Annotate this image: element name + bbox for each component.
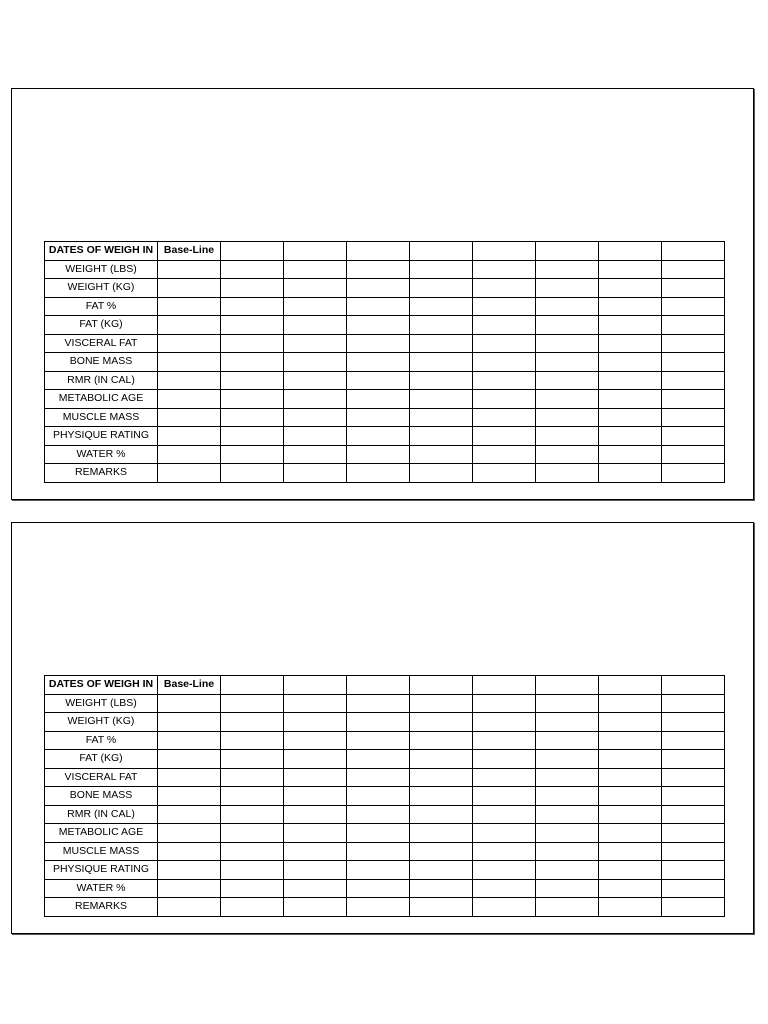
- entry-cell[interactable]: [473, 861, 536, 880]
- entry-cell[interactable]: [410, 694, 473, 713]
- entry-cell[interactable]: [536, 694, 599, 713]
- entry-cell[interactable]: [536, 731, 599, 750]
- table-row: [45, 427, 725, 446]
- entry-cell[interactable]: [284, 861, 347, 880]
- entry-cell[interactable]: [599, 464, 662, 483]
- entry-cell[interactable]: [473, 371, 536, 390]
- table-row: [45, 464, 725, 483]
- row-label-remarks: REMARKS: [45, 464, 158, 483]
- entry-cell[interactable]: [662, 731, 725, 750]
- entry-cell[interactable]: [410, 805, 473, 824]
- entry-cell[interactable]: [410, 260, 473, 279]
- entry-cell[interactable]: [284, 464, 347, 483]
- entry-cell[interactable]: [284, 334, 347, 353]
- table-row: [45, 371, 725, 390]
- entry-cell[interactable]: [158, 408, 221, 427]
- entry-cell[interactable]: [599, 297, 662, 316]
- weigh-in-card-1: [11, 88, 754, 500]
- row-label-weight-lbs: WEIGHT (LBS): [45, 694, 158, 713]
- entry-cell[interactable]: [158, 713, 221, 732]
- table-row: [45, 260, 725, 279]
- entry-cell[interactable]: [347, 334, 410, 353]
- baseline-label: Base-Line: [158, 676, 221, 695]
- weigh-in-table: [44, 675, 725, 917]
- entry-cell[interactable]: [473, 279, 536, 298]
- entry-cell[interactable]: [473, 445, 536, 464]
- date-cell[interactable]: [536, 676, 599, 695]
- entry-cell[interactable]: [410, 787, 473, 806]
- entry-cell[interactable]: [599, 408, 662, 427]
- entry-cell[interactable]: [536, 445, 599, 464]
- entry-cell[interactable]: [536, 842, 599, 861]
- entry-cell[interactable]: [284, 408, 347, 427]
- entry-cell[interactable]: [158, 390, 221, 409]
- row-label-rmr-in-cal: RMR (IN CAL): [45, 371, 158, 390]
- entry-cell[interactable]: [347, 713, 410, 732]
- entry-cell[interactable]: [410, 408, 473, 427]
- entry-cell[interactable]: [536, 427, 599, 446]
- entry-cell[interactable]: [599, 750, 662, 769]
- entry-cell[interactable]: [599, 824, 662, 843]
- date-cell[interactable]: [662, 676, 725, 695]
- entry-cell[interactable]: [599, 279, 662, 298]
- entry-cell[interactable]: [410, 713, 473, 732]
- entry-cell[interactable]: [599, 334, 662, 353]
- entry-cell[interactable]: [347, 371, 410, 390]
- entry-cell[interactable]: [662, 713, 725, 732]
- entry-cell[interactable]: [221, 824, 284, 843]
- entry-cell[interactable]: [536, 390, 599, 409]
- entry-cell[interactable]: [347, 731, 410, 750]
- date-cell[interactable]: [347, 242, 410, 261]
- entry-cell[interactable]: [662, 297, 725, 316]
- header-row: [45, 676, 725, 695]
- entry-cell[interactable]: [473, 297, 536, 316]
- entry-cell[interactable]: [221, 408, 284, 427]
- entry-cell[interactable]: [473, 390, 536, 409]
- entry-cell[interactable]: [347, 408, 410, 427]
- entry-cell[interactable]: [221, 353, 284, 372]
- entry-cell[interactable]: [536, 879, 599, 898]
- entry-cell[interactable]: [347, 824, 410, 843]
- date-cell[interactable]: [410, 242, 473, 261]
- entry-cell[interactable]: [662, 805, 725, 824]
- entry-cell[interactable]: [662, 879, 725, 898]
- row-label-visceral-fat: VISCERAL FAT: [45, 334, 158, 353]
- entry-cell[interactable]: [284, 297, 347, 316]
- table-row: [45, 824, 725, 843]
- row-label-muscle-mass: MUSCLE MASS: [45, 842, 158, 861]
- row-label-fat-kg: FAT (KG): [45, 316, 158, 335]
- entry-cell[interactable]: [473, 842, 536, 861]
- table-row: [45, 279, 725, 298]
- entry-cell[interactable]: [410, 390, 473, 409]
- entry-cell[interactable]: [536, 316, 599, 335]
- entry-cell[interactable]: [221, 371, 284, 390]
- row-label-fat: FAT %: [45, 297, 158, 316]
- entry-cell[interactable]: [284, 898, 347, 917]
- entry-cell[interactable]: [347, 464, 410, 483]
- entry-cell[interactable]: [536, 861, 599, 880]
- entry-cell[interactable]: [221, 898, 284, 917]
- entry-cell[interactable]: [536, 898, 599, 917]
- entry-cell[interactable]: [410, 731, 473, 750]
- row-label-bone-mass: BONE MASS: [45, 353, 158, 372]
- entry-cell[interactable]: [158, 898, 221, 917]
- entry-cell[interactable]: [410, 316, 473, 335]
- entry-cell[interactable]: [221, 861, 284, 880]
- entry-cell[interactable]: [158, 731, 221, 750]
- entry-cell[interactable]: [284, 731, 347, 750]
- entry-cell[interactable]: [284, 694, 347, 713]
- entry-cell[interactable]: [221, 842, 284, 861]
- entry-cell[interactable]: [536, 750, 599, 769]
- entry-cell[interactable]: [599, 260, 662, 279]
- entry-cell[interactable]: [662, 390, 725, 409]
- entry-cell[interactable]: [599, 731, 662, 750]
- entry-cell[interactable]: [158, 824, 221, 843]
- entry-cell[interactable]: [473, 464, 536, 483]
- entry-cell[interactable]: [473, 898, 536, 917]
- table-row: [45, 879, 725, 898]
- row-label-physique-rating: PHYSIQUE RATING: [45, 861, 158, 880]
- header-row: [45, 242, 725, 261]
- entry-cell[interactable]: [473, 408, 536, 427]
- row-label-physique-rating: PHYSIQUE RATING: [45, 427, 158, 446]
- entry-cell[interactable]: [221, 768, 284, 787]
- entry-cell[interactable]: [347, 427, 410, 446]
- entry-cell[interactable]: [410, 861, 473, 880]
- entry-cell[interactable]: [347, 787, 410, 806]
- date-cell[interactable]: [536, 242, 599, 261]
- entry-cell[interactable]: [284, 768, 347, 787]
- entry-cell[interactable]: [473, 731, 536, 750]
- entry-cell[interactable]: [221, 464, 284, 483]
- entry-cell[interactable]: [410, 334, 473, 353]
- entry-cell[interactable]: [158, 787, 221, 806]
- entry-cell[interactable]: [473, 334, 536, 353]
- entry-cell[interactable]: [284, 279, 347, 298]
- entry-cell[interactable]: [284, 260, 347, 279]
- entry-cell[interactable]: [221, 390, 284, 409]
- entry-cell[interactable]: [158, 842, 221, 861]
- entry-cell[interactable]: [536, 279, 599, 298]
- table-row: [45, 805, 725, 824]
- table-row: [45, 408, 725, 427]
- entry-cell[interactable]: [284, 353, 347, 372]
- row-label-muscle-mass: MUSCLE MASS: [45, 408, 158, 427]
- entry-cell[interactable]: [221, 787, 284, 806]
- entry-cell[interactable]: [410, 898, 473, 917]
- entry-cell[interactable]: [536, 805, 599, 824]
- row-label-rmr-in-cal: RMR (IN CAL): [45, 805, 158, 824]
- entry-cell[interactable]: [410, 353, 473, 372]
- entry-cell[interactable]: [347, 445, 410, 464]
- entry-cell[interactable]: [662, 464, 725, 483]
- entry-cell[interactable]: [599, 390, 662, 409]
- entry-cell[interactable]: [662, 334, 725, 353]
- date-cell[interactable]: [347, 676, 410, 695]
- table-row: [45, 713, 725, 732]
- row-label-visceral-fat: VISCERAL FAT: [45, 768, 158, 787]
- entry-cell[interactable]: [158, 464, 221, 483]
- row-label-weight-kg: WEIGHT (KG): [45, 279, 158, 298]
- entry-cell[interactable]: [599, 427, 662, 446]
- table-row: [45, 390, 725, 409]
- entry-cell[interactable]: [473, 768, 536, 787]
- entry-cell[interactable]: [158, 260, 221, 279]
- entry-cell[interactable]: [284, 427, 347, 446]
- row-label-water: WATER %: [45, 879, 158, 898]
- entry-cell[interactable]: [662, 445, 725, 464]
- entry-cell[interactable]: [158, 445, 221, 464]
- entry-cell[interactable]: [410, 768, 473, 787]
- entry-cell[interactable]: [347, 390, 410, 409]
- entry-cell[interactable]: [473, 260, 536, 279]
- entry-cell[interactable]: [347, 260, 410, 279]
- entry-cell[interactable]: [536, 408, 599, 427]
- entry-cell[interactable]: [662, 750, 725, 769]
- entry-cell[interactable]: [158, 750, 221, 769]
- entry-cell[interactable]: [662, 768, 725, 787]
- entry-cell[interactable]: [599, 371, 662, 390]
- dates-of-weigh-in-label: DATES OF WEIGH IN: [45, 676, 158, 695]
- entry-cell[interactable]: [158, 694, 221, 713]
- entry-cell[interactable]: [284, 445, 347, 464]
- entry-cell[interactable]: [221, 805, 284, 824]
- entry-cell[interactable]: [347, 898, 410, 917]
- entry-cell[interactable]: [284, 787, 347, 806]
- entry-cell[interactable]: [473, 713, 536, 732]
- table-row: [45, 787, 725, 806]
- entry-cell[interactable]: [599, 694, 662, 713]
- entry-cell[interactable]: [473, 750, 536, 769]
- entry-cell[interactable]: [347, 768, 410, 787]
- entry-cell[interactable]: [599, 805, 662, 824]
- entry-cell[interactable]: [158, 861, 221, 880]
- entry-cell[interactable]: [410, 824, 473, 843]
- entry-cell[interactable]: [158, 297, 221, 316]
- row-label-metabolic-age: METABOLIC AGE: [45, 824, 158, 843]
- date-cell[interactable]: [599, 676, 662, 695]
- table-row: [45, 334, 725, 353]
- dates-of-weigh-in-label: DATES OF WEIGH IN: [45, 242, 158, 261]
- entry-cell[interactable]: [473, 805, 536, 824]
- entry-cell[interactable]: [347, 353, 410, 372]
- entry-cell[interactable]: [158, 768, 221, 787]
- entry-cell[interactable]: [221, 316, 284, 335]
- date-cell[interactable]: [473, 676, 536, 695]
- entry-cell[interactable]: [347, 316, 410, 335]
- table-row: [45, 353, 725, 372]
- entry-cell[interactable]: [347, 694, 410, 713]
- entry-cell[interactable]: [662, 787, 725, 806]
- entry-cell[interactable]: [221, 713, 284, 732]
- entry-cell[interactable]: [158, 805, 221, 824]
- date-cell[interactable]: [473, 242, 536, 261]
- table-row: [45, 842, 725, 861]
- entry-cell[interactable]: [284, 390, 347, 409]
- entry-cell[interactable]: [599, 713, 662, 732]
- entry-cell[interactable]: [284, 371, 347, 390]
- entry-cell[interactable]: [599, 842, 662, 861]
- entry-cell[interactable]: [536, 260, 599, 279]
- weigh-in-card-2: [11, 522, 754, 934]
- entry-cell[interactable]: [536, 297, 599, 316]
- entry-cell[interactable]: [347, 297, 410, 316]
- date-cell[interactable]: [662, 242, 725, 261]
- row-label-fat-kg: FAT (KG): [45, 750, 158, 769]
- entry-cell[interactable]: [347, 279, 410, 298]
- entry-cell[interactable]: [158, 371, 221, 390]
- entry-cell[interactable]: [473, 694, 536, 713]
- date-cell[interactable]: [284, 676, 347, 695]
- entry-cell[interactable]: [662, 694, 725, 713]
- entry-cell[interactable]: [410, 279, 473, 298]
- entry-cell[interactable]: [158, 334, 221, 353]
- entry-cell[interactable]: [599, 768, 662, 787]
- row-label-fat: FAT %: [45, 731, 158, 750]
- entry-cell[interactable]: [410, 427, 473, 446]
- entry-cell[interactable]: [410, 297, 473, 316]
- table-row: [45, 694, 725, 713]
- entry-cell[interactable]: [662, 408, 725, 427]
- entry-cell[interactable]: [410, 464, 473, 483]
- entry-cell[interactable]: [221, 445, 284, 464]
- date-cell[interactable]: [221, 676, 284, 695]
- entry-cell[interactable]: [347, 861, 410, 880]
- entry-cell[interactable]: [347, 750, 410, 769]
- entry-cell[interactable]: [221, 750, 284, 769]
- entry-cell[interactable]: [221, 297, 284, 316]
- entry-cell[interactable]: [221, 427, 284, 446]
- entry-cell[interactable]: [536, 353, 599, 372]
- entry-cell[interactable]: [662, 898, 725, 917]
- table-row: [45, 297, 725, 316]
- entry-cell[interactable]: [662, 260, 725, 279]
- entry-cell[interactable]: [410, 445, 473, 464]
- entry-cell[interactable]: [536, 464, 599, 483]
- row-label-metabolic-age: METABOLIC AGE: [45, 390, 158, 409]
- row-label-bone-mass: BONE MASS: [45, 787, 158, 806]
- entry-cell[interactable]: [599, 861, 662, 880]
- entry-cell[interactable]: [662, 842, 725, 861]
- entry-cell[interactable]: [284, 879, 347, 898]
- entry-cell[interactable]: [536, 787, 599, 806]
- row-label-weight-lbs: WEIGHT (LBS): [45, 260, 158, 279]
- table-row: [45, 316, 725, 335]
- entry-cell[interactable]: [536, 713, 599, 732]
- entry-cell[interactable]: [662, 371, 725, 390]
- entry-cell[interactable]: [473, 787, 536, 806]
- row-label-weight-kg: WEIGHT (KG): [45, 713, 158, 732]
- entry-cell[interactable]: [284, 316, 347, 335]
- entry-cell[interactable]: [662, 316, 725, 335]
- entry-cell[interactable]: [599, 445, 662, 464]
- entry-cell[interactable]: [599, 879, 662, 898]
- table-row: [45, 750, 725, 769]
- entry-cell[interactable]: [410, 750, 473, 769]
- entry-cell[interactable]: [599, 787, 662, 806]
- entry-cell[interactable]: [599, 353, 662, 372]
- entry-cell[interactable]: [410, 879, 473, 898]
- entry-cell[interactable]: [599, 316, 662, 335]
- entry-cell[interactable]: [221, 731, 284, 750]
- entry-cell[interactable]: [221, 260, 284, 279]
- entry-cell[interactable]: [221, 694, 284, 713]
- entry-cell[interactable]: [347, 842, 410, 861]
- entry-cell[interactable]: [473, 353, 536, 372]
- entry-cell[interactable]: [662, 861, 725, 880]
- entry-cell[interactable]: [158, 316, 221, 335]
- baseline-label: Base-Line: [158, 242, 221, 261]
- row-label-remarks: REMARKS: [45, 898, 158, 917]
- entry-cell[interactable]: [473, 316, 536, 335]
- entry-cell[interactable]: [284, 750, 347, 769]
- entry-cell[interactable]: [284, 713, 347, 732]
- entry-cell[interactable]: [158, 279, 221, 298]
- date-cell[interactable]: [410, 676, 473, 695]
- entry-cell[interactable]: [410, 842, 473, 861]
- entry-cell[interactable]: [284, 805, 347, 824]
- table-row: [45, 898, 725, 917]
- entry-cell[interactable]: [536, 824, 599, 843]
- entry-cell[interactable]: [473, 824, 536, 843]
- date-cell[interactable]: [221, 242, 284, 261]
- entry-cell[interactable]: [158, 427, 221, 446]
- weigh-in-table: [44, 241, 725, 483]
- entry-cell[interactable]: [347, 879, 410, 898]
- entry-cell[interactable]: [473, 879, 536, 898]
- entry-cell[interactable]: [662, 279, 725, 298]
- table-row: [45, 731, 725, 750]
- entry-cell[interactable]: [158, 353, 221, 372]
- row-label-water: WATER %: [45, 445, 158, 464]
- entry-cell[interactable]: [662, 824, 725, 843]
- entry-cell[interactable]: [662, 427, 725, 446]
- entry-cell[interactable]: [221, 879, 284, 898]
- entry-cell[interactable]: [221, 279, 284, 298]
- entry-cell[interactable]: [536, 371, 599, 390]
- table-row: [45, 861, 725, 880]
- date-cell[interactable]: [284, 242, 347, 261]
- entry-cell[interactable]: [599, 898, 662, 917]
- entry-cell[interactable]: [536, 334, 599, 353]
- entry-cell[interactable]: [158, 879, 221, 898]
- entry-cell[interactable]: [284, 824, 347, 843]
- entry-cell[interactable]: [536, 768, 599, 787]
- table-row: [45, 768, 725, 787]
- entry-cell[interactable]: [347, 805, 410, 824]
- date-cell[interactable]: [599, 242, 662, 261]
- entry-cell[interactable]: [221, 334, 284, 353]
- table-row: [45, 445, 725, 464]
- entry-cell[interactable]: [473, 427, 536, 446]
- entry-cell[interactable]: [284, 842, 347, 861]
- entry-cell[interactable]: [662, 353, 725, 372]
- entry-cell[interactable]: [410, 371, 473, 390]
